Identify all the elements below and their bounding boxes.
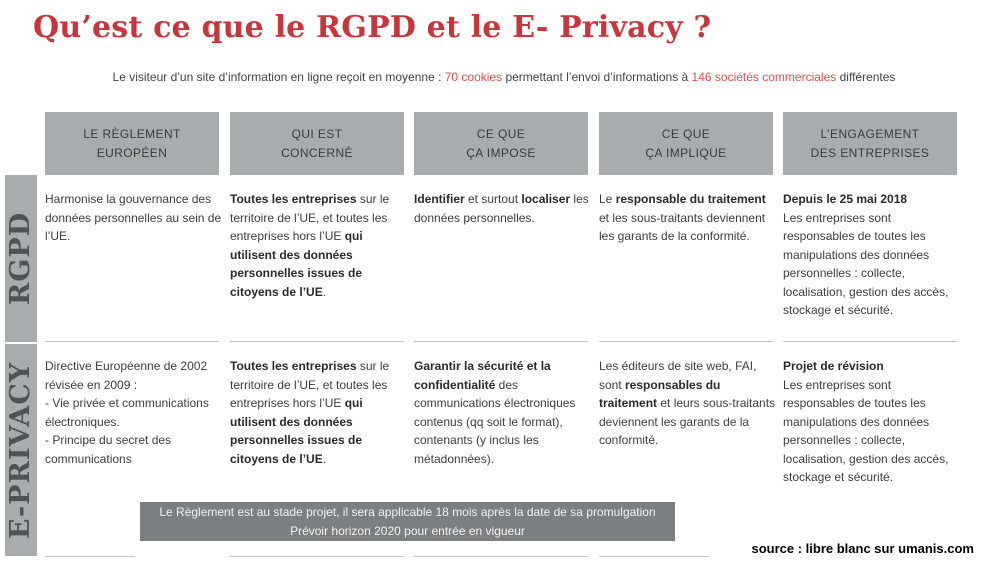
row-label-rgpd [5, 175, 37, 342]
notice-line: Le Règlement est au stade projet, il sera applicable 18 mois après la date de sa promulgation [159, 505, 656, 519]
column-header-reglement [45, 112, 219, 175]
cell-text: . [322, 451, 327, 466]
table-cell [783, 190, 963, 320]
notice-banner [140, 502, 675, 541]
cell-text: et leurs sous-traitants deviennent les garants de la conformité. [599, 396, 776, 447]
cell-text: Le [599, 192, 616, 206]
cell-text: et surtout [464, 192, 522, 206]
row-divider [414, 341, 588, 342]
notice-line: Prévoir horizon 2020 pour entrée en vigueur [290, 523, 525, 538]
header-line: CONCERNÉ [281, 145, 353, 160]
cell-emphasis: Toutes les entreprises [230, 192, 357, 206]
table-cell [783, 357, 963, 487]
table-cell [414, 190, 592, 227]
cell-text: - Principe du secret des communications [45, 433, 172, 466]
cell-emphasis: Garantir la sécurité et la confidentialité [414, 359, 551, 392]
cell-text: Les entreprises sont responsables de toutes les manipulations des données personnelles : collecte, localisation, gestion des accès, stockage et sécurité. [783, 210, 949, 317]
cell-text: Harmonise la gouvernance des données personnelles au sein de l’UE. [45, 192, 222, 243]
cell-text: des communications électroniques contenus (qq soit le format), contenants (y inclus les métadonnées). [414, 377, 576, 466]
cell-emphasis: responsables du traitement [599, 377, 721, 410]
table-cell [45, 357, 225, 468]
cell-text: et les sous-traitants deviennent les garants de la conformité. [599, 210, 766, 243]
column-header-impose [414, 112, 588, 175]
header-line: DES ENTREPRISES [810, 145, 930, 160]
cell-emphasis: Projet de révision [783, 359, 884, 373]
row-divider [230, 341, 404, 342]
row-label-text: RGPD [5, 211, 37, 306]
header-line: L’ENGAGEMENT [820, 126, 920, 141]
cell-emphasis: Identifier [414, 192, 465, 206]
row-divider [599, 341, 773, 342]
cell-emphasis: Toutes les entreprises [230, 359, 357, 373]
row-label-text: E-PRIVACY [5, 361, 37, 539]
cell-emphasis: Depuis le 25 mai 2018 [783, 192, 908, 206]
cell-text: - Vie privée et communications électroniques. [45, 396, 209, 429]
header-line: LE RÈGLEMENT [83, 126, 181, 141]
intro-text [0, 70, 1008, 84]
cell-emphasis: localiser [521, 192, 571, 206]
column-header-implique [599, 112, 773, 175]
row-divider [230, 556, 404, 557]
row-divider [45, 556, 135, 557]
table-cell [230, 357, 408, 468]
header-line: EUROPÉEN [96, 145, 168, 160]
table-cell [599, 190, 777, 246]
cell-text: . [322, 284, 327, 299]
cell-text: Les entreprises sont responsables de toutes les manipulations des données personnelles : collecte, localisation, gestion des accès, stockage et sécurité. [783, 377, 949, 484]
header-line: ÇA IMPOSE [466, 145, 536, 160]
cell-emphasis: responsable du traitement [615, 192, 766, 206]
row-divider [45, 341, 219, 342]
table-cell [414, 357, 592, 468]
cell-text: Les éditeurs de site web, FAI, sont [599, 359, 757, 392]
table-cell [45, 190, 225, 246]
cell-text: les données personnelles. [414, 192, 589, 225]
cell-text: Directive Européenne de 2002 révisée en 2009 : [45, 359, 208, 392]
intro-suffix: différentes [836, 70, 896, 84]
page-title: Qu’est ce que le RGPD et le E- Privacy ? [33, 10, 712, 45]
companies-count: 146 sociétés commerciales [691, 70, 837, 84]
cell-text: sur le territoire de l’UE, et toutes les entreprises hors l’UE [230, 192, 390, 243]
row-divider [599, 556, 709, 557]
source-credit: source : libre blanc sur umanis.com [751, 541, 974, 556]
cell-text: sur le territoire de l’UE, et toutes les entreprises hors l’UE [230, 359, 390, 410]
cookies-count: 70 cookies [444, 70, 503, 84]
header-line: QUI EST [291, 126, 343, 141]
row-divider [783, 341, 957, 342]
table-cell [230, 190, 408, 301]
row-label-eprivacy [5, 344, 37, 556]
row-divider [414, 556, 588, 557]
cell-emphasis: qui utilisent des données personnelles issues de citoyens de l’UE [230, 396, 363, 466]
header-line: ÇA IMPLIQUE [645, 145, 727, 160]
cell-emphasis: qui utilisent des données personnelles issues de citoyens de l’UE [230, 229, 363, 299]
intro-prefix: Le visiteur d’un site d’information en ligne reçoit en moyenne : [112, 70, 445, 84]
intro-middle: permettant l’envoi d’informations à [502, 70, 692, 84]
column-header-engagement [783, 112, 957, 175]
header-line: CE QUE [476, 126, 526, 141]
table-cell [599, 357, 777, 450]
header-line: CE QUE [661, 126, 711, 141]
column-header-concerne [230, 112, 404, 175]
